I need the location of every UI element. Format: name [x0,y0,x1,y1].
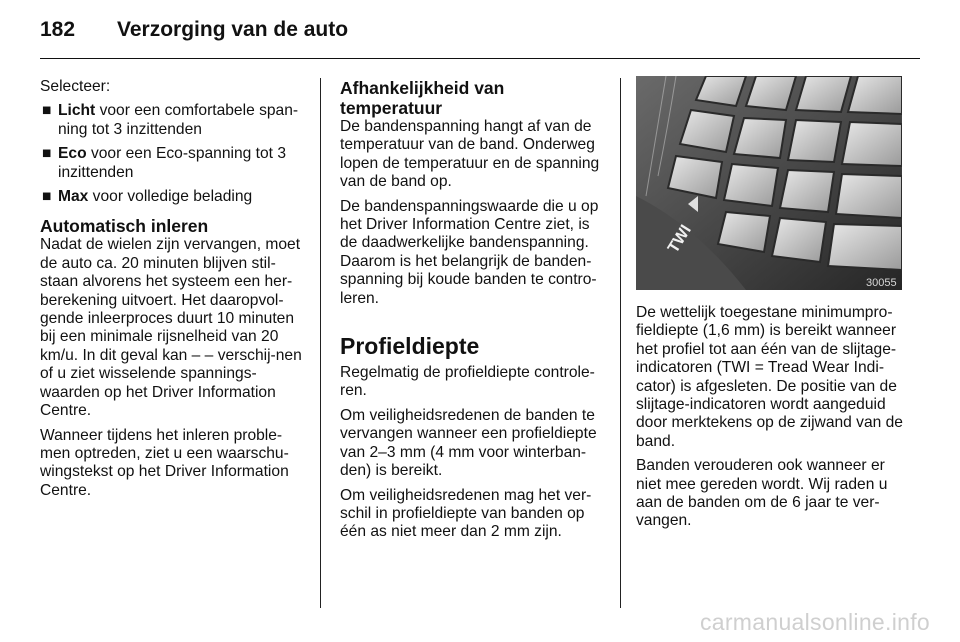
option-term: Max [58,188,89,206]
paragraph: De bandenspanning hangt af van de temperatuur van de band. Onderweg lopen de temperatuur en de spanning van de band op. [340,118,600,191]
paragraph: Om veiligheidsredenen de banden te vervangen wanneer een profieldiepte van 2–3 mm (4 mm voor winterban-den) is bereikt. [340,406,597,480]
section-heading-auto-learn: Automatisch inleren [40,216,209,237]
options-intro: Selecteer: [40,78,111,95]
column-middle [340,78,606,548]
tire-tread-illustration [636,76,902,290]
load-options-list [40,102,306,206]
column-right [636,76,904,537]
option-term: Eco [58,145,87,163]
paragraph: De bandenspanningswaarde die u op het Driver Information Centre ziet, is de daadwerkelijke bandenspanning. Daarom is het belangrijk de banden-spanning bij koude banden te contro-leren. [340,197,599,307]
page-number: 182 [40,18,76,41]
section-heading-temperature: Afhankelijkheid van temperatuur [340,78,505,118]
paragraph: Banden verouderen ook wanneer er niet mee gereden wordt. Wij raden u aan de banden om de 6 jaar te ver-vangen. [636,457,888,530]
option-term: Licht [58,102,96,120]
watermark: carmanualsonline.info [699,609,930,635]
paragraph: Nadat de wielen zijn vervangen, moet de auto ca. 20 minuten blijven stil-staan alvorens het systeem een her-berekening uitvoert. Het daaropvol-gende inleerproces duurt 10 minuten bij een minimale rijsnelheid van 20 km/u. In dit geval kan – – verschij-nen of u ziet wisselende spannings-waarden op het Driver Information Centre. [40,236,302,420]
option-description: voor een comfortabele span-ning tot 3 inzittenden [58,102,299,138]
tire-tread-figure [636,76,902,290]
column-divider-1 [320,78,321,608]
option-description: voor volledige belading [88,188,253,206]
paragraph: Regelmatig de profieldiepte controle-ren. [340,364,595,400]
paragraph: Wanneer tijdens het inleren proble-men optreden, ziet u een waarschu-wingstekst op het Driver Information Centre. [40,426,289,499]
column-left [40,78,306,506]
section-title-tread-depth: Profieldiepte [340,333,480,360]
header-rule [40,58,920,59]
figure-number: 30055 [866,277,897,289]
option-item-max [40,188,306,206]
option-item-light [40,102,306,139]
bullet-icon: ■ [42,102,52,120]
bullet-icon: ■ [42,145,52,163]
bullet-icon: ■ [42,188,52,206]
page-title: Verzorging van de auto [117,18,349,41]
paragraph: De wettelijk toegestane minimumpro-fieldiepte (1,6 mm) is bereikt wanneer het profiel tot aan één van de slijtage-indicatoren (TWI = Tread Wear Indi-cator) is afgesleten. De positie van de slijtage-indicatoren wordt aangeduid door merktekens op de zijwand van de band. [636,304,903,450]
column-divider-2 [620,78,621,608]
option-description: voor een Eco-spanning tot 3 inzittenden [58,145,286,181]
paragraph: Om veiligheidsredenen mag het ver-schil in profieldiepte van banden op één as niet meer dan 2 mm zijn. [340,486,592,541]
twi-mark-label: TWI [664,222,695,257]
option-item-eco [40,145,306,182]
page-header [40,18,920,58]
